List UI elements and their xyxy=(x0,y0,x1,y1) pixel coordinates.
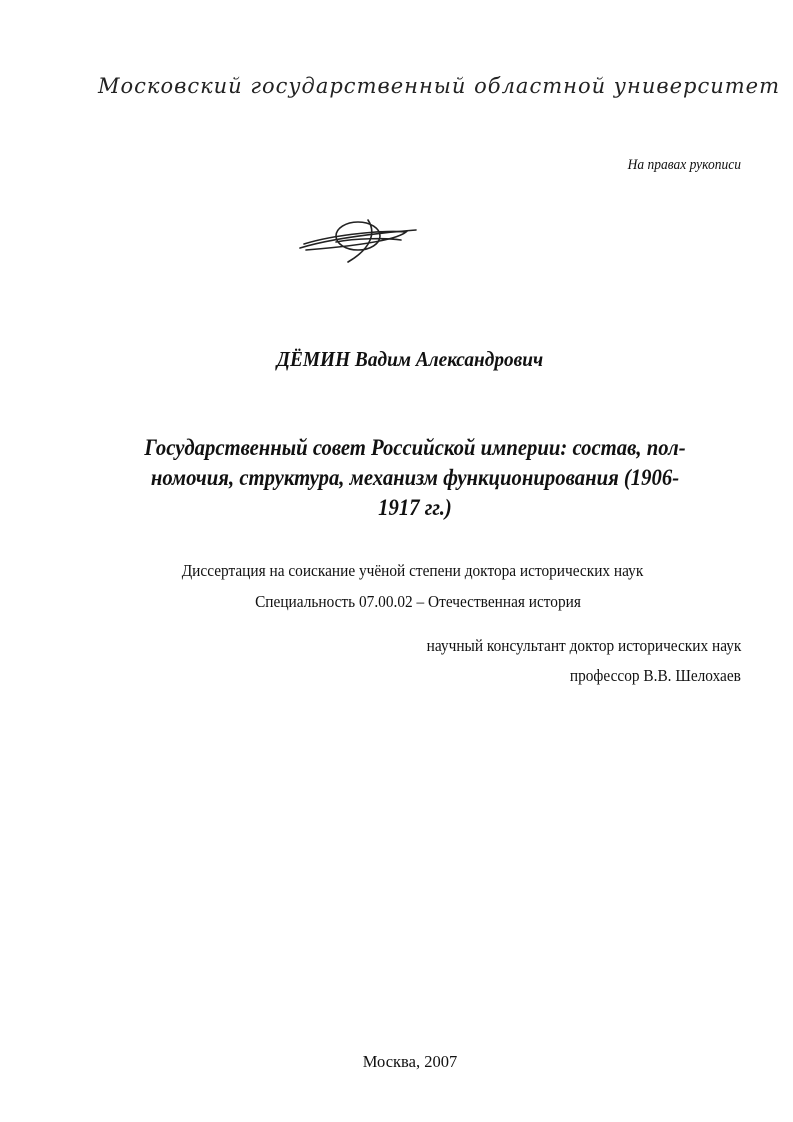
title-line: Государственный совет Российской империи: состав, пол- xyxy=(144,435,686,460)
signature-icon xyxy=(296,212,421,272)
handwritten-university-name: Московский государственный областной университет xyxy=(98,74,780,98)
consultant-name: профессор В.В. Шелохаев xyxy=(569,666,741,685)
author-name: ДЁМИН Вадим Александрович xyxy=(276,347,544,371)
dissertation-degree: Диссертация на соискание учёной степени доктора исторических наук xyxy=(181,561,644,580)
title-line: номочия, структура, механизм функционирования (1906- xyxy=(150,465,680,490)
dissertation-title xyxy=(0,433,793,523)
rights-note: На правах рукописи xyxy=(627,157,741,173)
specialty: Специальность 07.00.02 – Отечественная история xyxy=(255,592,581,611)
title-line: 1917 гг.) xyxy=(378,495,452,520)
city-year: Москва, 2007 xyxy=(362,1052,458,1071)
consultant-label: научный консультант доктор исторических наук xyxy=(426,636,741,655)
